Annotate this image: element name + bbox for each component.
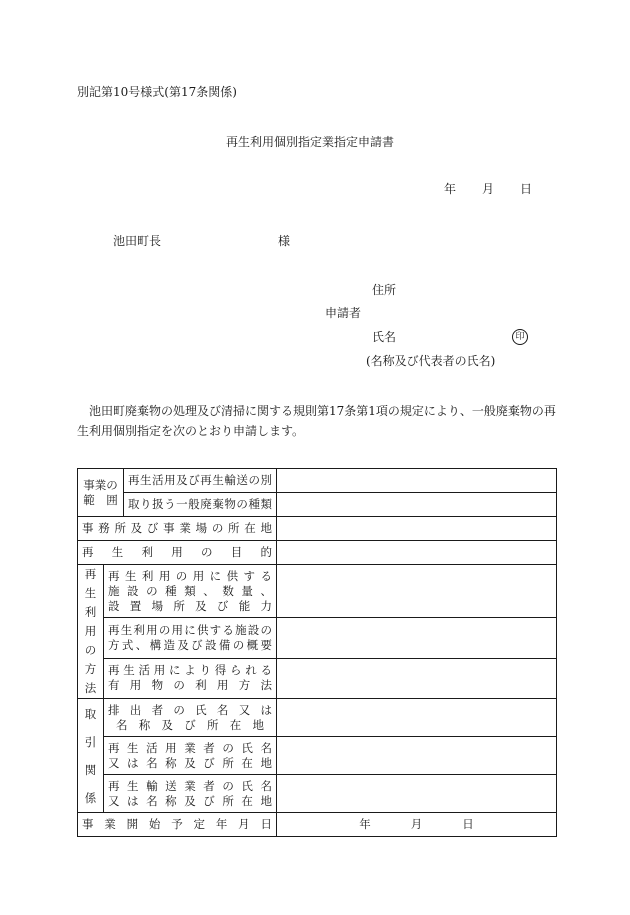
transactions-row3-line2: 又は名称及び所在地: [108, 793, 272, 808]
transactions-row1-line1: 排出者の氏名又は: [108, 702, 272, 717]
transactions-char: 取: [84, 706, 97, 721]
method-char: 再: [84, 567, 97, 581]
applicant-address-label: 住所: [372, 283, 397, 297]
scope-group-label: [78, 469, 124, 517]
transactions-row2-line1: 再生活用業者の氏名: [108, 740, 272, 755]
transactions-group-label: [78, 699, 104, 813]
method-group-label: [78, 565, 104, 699]
method-row1-line1: 再生利用の用に供する: [108, 568, 272, 583]
application-table: [77, 468, 557, 837]
method-row2-line2: 方式、構造及び設備の概要: [108, 637, 272, 652]
scope-group-line2: 範 囲: [83, 492, 118, 507]
date-month: 月: [482, 182, 495, 196]
transactions-row1-line2: 名称及び所在地: [116, 717, 264, 732]
method-row2-value[interactable]: [277, 618, 557, 658]
addressee-honorific: 様: [278, 234, 291, 248]
method-row1-label: [104, 565, 277, 618]
method-char: 生: [84, 586, 97, 600]
body-line-1: 池田町廃棄物の処理及び清掃に関する規則第17条第1項の規定により、一般廃棄物の再: [89, 404, 556, 418]
method-row3-label: [104, 658, 277, 698]
transactions-char: 係: [84, 790, 97, 805]
transactions-row3-value[interactable]: [277, 775, 557, 813]
transactions-char: 引: [84, 734, 97, 749]
method-row3-line2: 有用物の利用方法: [108, 678, 272, 693]
method-row3-value[interactable]: [277, 658, 557, 698]
form-number: 別記第10号様式(第17条関係): [77, 85, 237, 99]
scope-row1-value[interactable]: [277, 469, 557, 493]
start-date-year: 年: [359, 817, 371, 831]
method-row3-line1: 再生活用により得られる: [108, 663, 272, 678]
method-char: 法: [84, 681, 97, 695]
transactions-row1-value[interactable]: [277, 699, 557, 737]
document-title: 再生利用個別指定業指定申請書: [226, 135, 395, 149]
applicant-name-label: 氏名: [372, 330, 397, 344]
date-year: 年: [444, 182, 457, 196]
seal-icon: 印: [512, 329, 528, 345]
applicant-name-note: (名称及び代表者の氏名): [366, 354, 496, 368]
office-location-value[interactable]: [277, 517, 557, 541]
scope-group-line1: 事業の: [83, 477, 118, 492]
method-char: 用: [84, 624, 97, 638]
start-date-day: 日: [462, 817, 474, 831]
method-char: 利: [84, 605, 97, 619]
start-date-label: 事業開始予定年月日: [78, 813, 277, 837]
transactions-row2-line2: 又は名称及び所在地: [108, 755, 272, 770]
date-line: [444, 182, 532, 196]
transactions-row2-value[interactable]: [277, 737, 557, 775]
addressee-name: 池田町長: [113, 234, 162, 248]
method-char: 方: [84, 662, 97, 676]
scope-row2-label: 取り扱う一般廃棄物の種類: [124, 493, 277, 517]
method-row1-line3: 設置場所及び能力: [108, 598, 272, 613]
start-date-value[interactable]: [277, 813, 557, 837]
transactions-row3-label: [104, 775, 277, 813]
applicant-label: 申請者: [325, 306, 362, 320]
date-day: 日: [520, 182, 533, 196]
transactions-row3-line1: 再生輸送業者の氏名: [108, 778, 272, 793]
scope-row1-label: 再生活用及び再生輸送の別: [124, 469, 277, 493]
start-date-month: 月: [410, 817, 423, 831]
transactions-row2-label: [104, 737, 277, 775]
transactions-char: 関: [84, 762, 97, 777]
purpose-value[interactable]: [277, 541, 557, 565]
transactions-row1-label: [104, 699, 277, 737]
body-line-2: 生利用個別指定を次のとおり申請します。: [77, 424, 305, 438]
method-row2-line1: 再生利用の用に供する施設の: [108, 622, 272, 637]
method-char: の: [84, 643, 97, 657]
method-row2-label: [104, 618, 277, 658]
method-row1-value[interactable]: [277, 565, 557, 618]
purpose-label: 再 生 利 用 の 目 的: [78, 541, 277, 565]
method-row1-line2: 施設の種類、数量、: [108, 583, 272, 598]
office-location-label: 事務所及び事業場の所在地: [78, 517, 277, 541]
scope-row2-value[interactable]: [277, 493, 557, 517]
